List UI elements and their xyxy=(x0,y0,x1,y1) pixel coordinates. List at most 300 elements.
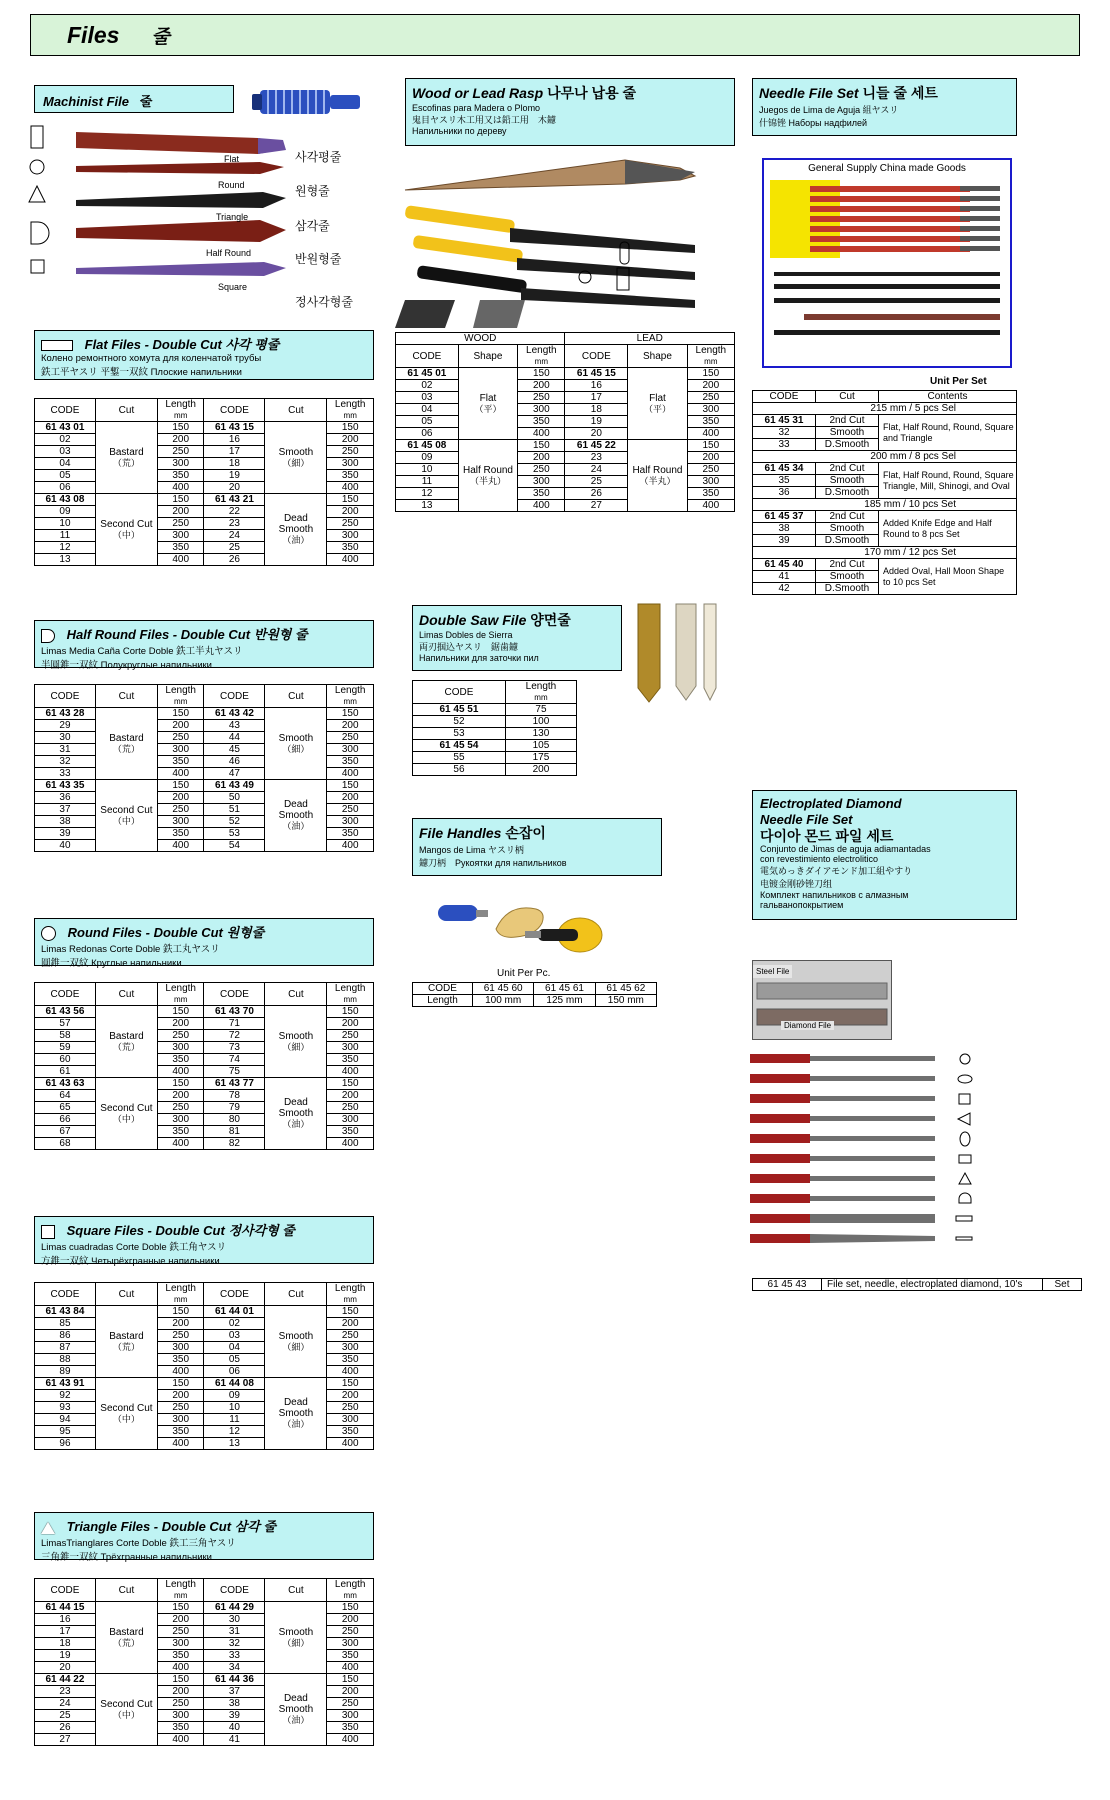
length-cell: 300 xyxy=(327,1342,374,1354)
col-code: CODE xyxy=(753,391,816,403)
cut-cell: D.Smooth xyxy=(816,535,879,547)
sawfile-title-kr: 양면줄 xyxy=(530,612,571,628)
group-header-lead: LEAD xyxy=(565,333,735,345)
code-cell: 24 xyxy=(35,1698,96,1710)
code-cell: 10 xyxy=(396,464,459,476)
length-cell: 300 xyxy=(518,476,565,488)
needle-sub-es: Juegos de Lima de Aguja 組ヤスリ xyxy=(759,105,899,115)
length-cell: 400 xyxy=(327,1734,374,1746)
flat-files-table xyxy=(34,398,374,566)
col-code: CODE xyxy=(396,345,459,368)
diamond-title2: Needle File Set xyxy=(760,812,853,827)
set-size: 185 mm / 10 pcs Set xyxy=(753,499,1017,511)
length-cell: 300 xyxy=(327,1114,374,1126)
contents-cell: Added Oval, Hall Moon Shape to 10 pcs Set xyxy=(879,559,1017,595)
table-row xyxy=(413,764,577,776)
needle-title: Needle File Set xyxy=(759,85,859,101)
length-cell: 200 xyxy=(157,720,204,732)
code-cell: 71 xyxy=(204,1018,265,1030)
code-cell: 25 xyxy=(35,1710,96,1722)
length-cell: 150 xyxy=(327,1006,374,1018)
triangle-files-table xyxy=(34,1578,374,1746)
length-cell: 200 xyxy=(327,1018,374,1030)
length-cell: 250 xyxy=(327,1626,374,1638)
table-row xyxy=(35,422,374,434)
rasp-table xyxy=(395,332,735,512)
length-cell: 150 xyxy=(327,494,374,506)
code-cell: 86 xyxy=(35,1330,96,1342)
table-row xyxy=(35,1378,374,1390)
length-cell: 300 xyxy=(157,530,204,542)
length-cell: 150 xyxy=(157,1602,204,1614)
code-cell: 61 45 60 xyxy=(473,983,534,995)
needle-set-table xyxy=(752,390,1017,595)
length-cell: 250 xyxy=(157,1626,204,1638)
length-cell: 400 xyxy=(327,840,374,852)
col-code2: CODE xyxy=(204,399,265,422)
length-cell: 300 xyxy=(157,744,204,756)
round-shape-icon xyxy=(41,926,56,941)
code-cell: 17 xyxy=(35,1626,96,1638)
cut-cell: 2nd Cut xyxy=(816,559,879,571)
code-cell: 10 xyxy=(204,1402,265,1414)
code-cell: 23 xyxy=(204,518,265,530)
code-cell: 40 xyxy=(204,1722,265,1734)
length-cell: 200 xyxy=(327,792,374,804)
length-cell: 250 xyxy=(687,392,734,404)
code-cell: 22 xyxy=(204,506,265,518)
code-cell: 65 xyxy=(35,1102,96,1114)
length-cell: 100 mm xyxy=(473,995,534,1007)
table-row xyxy=(35,1674,374,1686)
col-code: CODE xyxy=(35,1283,96,1306)
table-row xyxy=(753,559,1017,571)
shape-cell: Half Round （半丸） xyxy=(628,440,687,512)
code-cell: 23 xyxy=(35,1686,96,1698)
code-cell: 03 xyxy=(204,1330,265,1342)
code-cell: 34 xyxy=(204,1662,265,1674)
photo-label-steel: Steel File xyxy=(753,965,792,978)
code-cell: 61 45 62 xyxy=(595,983,656,995)
length-cell: 250 xyxy=(327,446,374,458)
code-cell: 61 45 01 xyxy=(396,368,459,380)
length-cell: 300 xyxy=(157,458,204,470)
set-size: 215 mm / 5 pcs Sel xyxy=(753,403,1017,415)
length-cell: 200 xyxy=(157,1390,204,1402)
code-cell: 47 xyxy=(204,768,265,780)
code-cell: 20 xyxy=(35,1662,96,1674)
length-cell: 400 xyxy=(157,840,204,852)
length-cell: 150 xyxy=(157,1006,204,1018)
length-cell: 350 xyxy=(157,1054,204,1066)
length-cell: 200 xyxy=(157,1318,204,1330)
length-cell: 105 xyxy=(505,740,576,752)
handles-title-kr: 손잡이 xyxy=(505,825,546,841)
length-cell: 75 xyxy=(505,704,576,716)
code-cell: 61 45 15 xyxy=(565,368,628,380)
length-cell: 400 xyxy=(157,482,204,494)
code-cell: 09 xyxy=(35,506,96,518)
triangle-title-kr: 삼각 줄 xyxy=(234,1519,276,1534)
length-cell: 300 xyxy=(157,1114,204,1126)
length-cell: 150 xyxy=(157,1306,204,1318)
length-cell: 200 xyxy=(505,764,576,776)
sawfile-sub-es: Limas Dobles de Sierra xyxy=(419,630,513,640)
length-cell: 150 xyxy=(157,708,204,720)
code-cell: 61 43 01 xyxy=(35,422,96,434)
code-cell: 41 xyxy=(753,571,816,583)
table-row xyxy=(396,368,735,380)
length-cell: 150 xyxy=(687,440,734,452)
cut-cell: 2nd Cut xyxy=(816,511,879,523)
code-cell: 24 xyxy=(204,530,265,542)
round-title-kr: 원형줄 xyxy=(226,925,265,940)
svg-text:Round: Round xyxy=(218,180,245,190)
code-cell: 03 xyxy=(35,446,96,458)
length-cell: 400 xyxy=(518,500,565,512)
length-cell: 200 xyxy=(518,380,565,392)
photo-label-diamond: Diamond File xyxy=(781,1021,834,1030)
length-cell: 300 xyxy=(687,476,734,488)
length-cell: 400 xyxy=(687,500,734,512)
machinist-heading-text: Machinist File xyxy=(43,94,129,109)
length-cell: 150 mm xyxy=(595,995,656,1007)
table-row xyxy=(753,463,1017,475)
length-cell: 300 xyxy=(157,1042,204,1054)
square-sub1: Limas cuadradas Corte Doble 鉄工角ヤスリ xyxy=(41,1242,227,1253)
code-cell: 68 xyxy=(35,1138,96,1150)
code-cell: 12 xyxy=(35,542,96,554)
code-cell: 61 44 29 xyxy=(204,1602,265,1614)
rasp-title-kr: 나무나 납용 줄 xyxy=(547,85,637,101)
code-cell: 56 xyxy=(413,764,506,776)
sawfile-sub-ru: Напильники для заточки пил xyxy=(419,653,539,663)
code-cell: 18 xyxy=(35,1638,96,1650)
length-cell: 150 xyxy=(327,1078,374,1090)
col-cut2: Cut xyxy=(265,685,327,708)
round-title: Round Files - Double Cut xyxy=(67,925,223,940)
group-header-wood: WOOD xyxy=(396,333,565,345)
machinist-file-illustrations xyxy=(28,120,328,295)
code-cell: 81 xyxy=(204,1126,265,1138)
code-cell: 06 xyxy=(204,1366,265,1378)
length-cell: 250 xyxy=(518,464,565,476)
code-cell: 46 xyxy=(204,756,265,768)
cut-cell: Smooth （細） xyxy=(265,1306,327,1378)
coil-file-illustration xyxy=(250,78,380,128)
col-code2: CODE xyxy=(204,983,265,1006)
cut-cell: Smooth （細） xyxy=(265,708,327,780)
col-code: CODE xyxy=(35,399,96,422)
code-cell: 64 xyxy=(35,1090,96,1102)
square-sub2: 方錐一双紋 Четырёхгранные напильники xyxy=(41,1256,220,1267)
code-cell: 32 xyxy=(204,1638,265,1650)
diamond-l7: гальванопокрытием xyxy=(760,900,844,910)
length-cell: 150 xyxy=(157,780,204,792)
code-cell: 03 xyxy=(396,392,459,404)
needle-sub-ru: 什锦锉 Наборы надфилей xyxy=(759,118,868,128)
code-cell: 31 xyxy=(204,1626,265,1638)
col-length: Length mm xyxy=(157,399,204,422)
table-row xyxy=(35,1602,374,1614)
length-cell: 300 xyxy=(157,1342,204,1354)
cut-cell: 2nd Cut xyxy=(816,463,879,475)
code-cell: 05 xyxy=(35,470,96,482)
code-cell: 09 xyxy=(204,1390,265,1402)
length-cell: 250 xyxy=(157,446,204,458)
code-cell: 61 45 34 xyxy=(753,463,816,475)
code-cell: 12 xyxy=(396,488,459,500)
needle-file-photo xyxy=(762,158,1012,368)
col-length2: Length mm xyxy=(327,1579,374,1602)
col-code: CODE xyxy=(413,681,506,704)
length-cell: 400 xyxy=(157,768,204,780)
length-cell: 250 xyxy=(157,1698,204,1710)
code-cell: 13 xyxy=(35,554,96,566)
code-cell: 89 xyxy=(35,1366,96,1378)
length-cell: 200 xyxy=(687,380,734,392)
code-cell: 32 xyxy=(753,427,816,439)
code-cell: 94 xyxy=(35,1414,96,1426)
table-row xyxy=(413,716,577,728)
code-cell: 41 xyxy=(204,1734,265,1746)
halfround-sub2: 半圓錐一双紋 Полукруглые напильники xyxy=(41,660,212,671)
col-length: Length mm xyxy=(157,983,204,1006)
length-cell: 250 xyxy=(157,1102,204,1114)
length-cell: 250 xyxy=(687,464,734,476)
code-cell: 42 xyxy=(753,583,816,595)
diamond-l2: Conjunto de Jimas de aguja adiamantadas xyxy=(760,844,931,854)
code-cell: 02 xyxy=(204,1318,265,1330)
code-cell: 61 43 28 xyxy=(35,708,96,720)
code-cell: 61 43 70 xyxy=(204,1006,265,1018)
col-length2: Length mm xyxy=(327,983,374,1006)
code-cell: 32 xyxy=(35,756,96,768)
length-cell: 300 xyxy=(327,816,374,828)
code-cell: 61 43 21 xyxy=(204,494,265,506)
length-cell: 150 xyxy=(518,368,565,380)
code-cell: 93 xyxy=(35,1402,96,1414)
svg-text:Half Round: Half Round xyxy=(206,248,252,258)
col-code2: CODE xyxy=(204,685,265,708)
length-cell: 200 xyxy=(157,434,204,446)
cut-cell: Smooth （細） xyxy=(265,1006,327,1078)
code-cell: 02 xyxy=(396,380,459,392)
code-cell: 16 xyxy=(204,434,265,446)
triangle-files-header xyxy=(34,1512,374,1563)
page-title-korean: 줄 xyxy=(151,27,170,48)
square-files-header xyxy=(34,1216,374,1267)
length-cell: 300 xyxy=(518,404,565,416)
length-cell: 150 xyxy=(157,1078,204,1090)
code-cell: 27 xyxy=(565,500,628,512)
cut-cell: Bastard （荒） xyxy=(95,422,157,494)
code-cell: 33 xyxy=(35,768,96,780)
flat-title: Flat Files - Double Cut xyxy=(84,337,222,352)
diamond-footer-code: 61 45 43 xyxy=(753,1279,822,1291)
code-cell: 25 xyxy=(204,542,265,554)
diamond-l3: con revestimiento electrolitico xyxy=(760,854,879,864)
code-cell: 61 43 63 xyxy=(35,1078,96,1090)
length-cell: 200 xyxy=(327,1614,374,1626)
needle-photo-caption: General Supply China made Goods xyxy=(808,163,966,174)
col-cut: Cut xyxy=(95,399,157,422)
length-cell: 350 xyxy=(687,416,734,428)
length-cell: 400 xyxy=(157,1366,204,1378)
col-cut: Cut xyxy=(95,1283,157,1306)
round-files-header xyxy=(34,918,374,970)
sawfile-illustration xyxy=(630,598,730,708)
length-cell: 350 xyxy=(327,1126,374,1138)
svg-text:Flat: Flat xyxy=(224,154,240,164)
code-cell: 24 xyxy=(565,464,628,476)
length-cell: 150 xyxy=(157,1378,204,1390)
needle-unit-label: Unit Per Set xyxy=(930,376,987,387)
code-cell: 61 43 91 xyxy=(35,1378,96,1390)
rasp-title: Wood or Lead Rasp xyxy=(412,85,544,101)
col-length2: Length mm xyxy=(327,399,374,422)
col-code2: CODE xyxy=(204,1579,265,1602)
code-cell: 23 xyxy=(565,452,628,464)
code-cell: 16 xyxy=(565,380,628,392)
table-row xyxy=(35,1078,374,1090)
code-cell: 16 xyxy=(35,1614,96,1626)
code-cell: 61 43 49 xyxy=(204,780,265,792)
code-cell: 61 45 51 xyxy=(413,704,506,716)
code-cell: 26 xyxy=(35,1722,96,1734)
cut-cell: D.Smooth xyxy=(816,583,879,595)
machinist-file-heading xyxy=(34,85,234,113)
length-cell: 350 xyxy=(327,756,374,768)
handles-header xyxy=(412,818,662,876)
length-cell: 250 xyxy=(327,518,374,530)
halfround-sub1: Limas Media Caña Corte Doble 鉄工半丸ヤスリ xyxy=(41,646,243,657)
code-cell: 73 xyxy=(204,1042,265,1054)
length-cell: 250 xyxy=(157,804,204,816)
code-cell: 52 xyxy=(204,816,265,828)
code-cell: 61 45 22 xyxy=(565,440,628,452)
length-cell: 250 xyxy=(157,1402,204,1414)
code-cell: 59 xyxy=(35,1042,96,1054)
shape-cell: Half Round （半丸） xyxy=(458,440,517,512)
length-cell: 250 xyxy=(157,1330,204,1342)
length-cell: 100 xyxy=(505,716,576,728)
col-cut: Cut xyxy=(95,685,157,708)
code-cell: 61 44 22 xyxy=(35,1674,96,1686)
cut-cell: Smooth xyxy=(816,427,879,439)
col-length: Length mm xyxy=(518,345,565,368)
length-cell: 400 xyxy=(327,1138,374,1150)
length-cell: 400 xyxy=(687,428,734,440)
col-cut2: Cut xyxy=(265,1579,327,1602)
code-cell: 06 xyxy=(396,428,459,440)
table-row xyxy=(35,1306,374,1318)
cut-cell: Dead Smooth （油） xyxy=(265,494,327,566)
triangle-shape-icon xyxy=(41,1522,55,1534)
code-cell: 61 45 37 xyxy=(753,511,816,523)
code-cell: 38 xyxy=(204,1698,265,1710)
col-contents: Contents xyxy=(879,391,1017,403)
cut-cell: Second Cut （中） xyxy=(95,1378,157,1450)
length-cell: 350 xyxy=(687,488,734,500)
length-cell: 350 xyxy=(157,1354,204,1366)
code-cell: 53 xyxy=(204,828,265,840)
diamond-title-kr: 다이아 몬드 파일 세트 xyxy=(760,828,894,844)
code-cell: 11 xyxy=(204,1414,265,1426)
length-cell: 150 xyxy=(157,1674,204,1686)
cut-cell: Smooth xyxy=(816,571,879,583)
col-cut2: Cut xyxy=(265,983,327,1006)
code-cell: 88 xyxy=(35,1354,96,1366)
svg-text:Square: Square xyxy=(218,282,248,292)
col-cut2: Cut xyxy=(265,399,327,422)
code-cell: 61 45 40 xyxy=(753,559,816,571)
length-cell: 130 xyxy=(505,728,576,740)
length-cell: 200 xyxy=(687,452,734,464)
length-cell: 200 xyxy=(327,1318,374,1330)
code-cell: 17 xyxy=(565,392,628,404)
length-cell: 200 xyxy=(157,1614,204,1626)
code-cell: 06 xyxy=(35,482,96,494)
length-cell: 400 xyxy=(157,1138,204,1150)
code-cell: 61 43 77 xyxy=(204,1078,265,1090)
table-row xyxy=(753,415,1017,427)
code-cell: 04 xyxy=(204,1342,265,1354)
code-cell: 27 xyxy=(35,1734,96,1746)
length-cell: 150 xyxy=(327,1378,374,1390)
length-cell: 200 xyxy=(157,1090,204,1102)
code-cell: 36 xyxy=(35,792,96,804)
length-cell: 350 xyxy=(327,1054,374,1066)
length-cell: 250 xyxy=(327,804,374,816)
length-cell: 175 xyxy=(505,752,576,764)
code-cell: 13 xyxy=(396,500,459,512)
length-cell: 250 xyxy=(327,1698,374,1710)
code-cell: 67 xyxy=(35,1126,96,1138)
table-row xyxy=(413,704,577,716)
needle-header xyxy=(752,78,1017,136)
cut-cell: D.Smooth xyxy=(816,487,879,499)
machinist-heading-kr: 줄 xyxy=(139,94,153,109)
length-cell: 150 xyxy=(327,422,374,434)
code-cell: 40 xyxy=(35,840,96,852)
shape-cell: Flat （平） xyxy=(458,368,517,440)
code-cell: 58 xyxy=(35,1030,96,1042)
code-cell: 19 xyxy=(204,470,265,482)
set-size-row xyxy=(753,499,1017,511)
diamond-comparison-photo xyxy=(752,960,892,1040)
square-shape-icon xyxy=(41,1225,55,1239)
cut-cell: Dead Smooth （油） xyxy=(265,1078,327,1150)
col-length: Length mm xyxy=(157,1579,204,1602)
triangle-sub1: LimasTrianglares Corte Doble 鉄工三角ヤスリ xyxy=(41,1538,236,1549)
col-cut: Cut xyxy=(95,983,157,1006)
length-cell: 150 xyxy=(157,494,204,506)
cut-cell: Dead Smooth （油） xyxy=(265,1378,327,1450)
length-cell: 350 xyxy=(157,1650,204,1662)
rasp-sub-jp: 鬼目ヤスリ木工用又は鉛工用 木鑢 xyxy=(412,115,556,125)
length-cell: 150 xyxy=(327,1602,374,1614)
length-cell: 200 xyxy=(327,1390,374,1402)
code-cell: 72 xyxy=(204,1030,265,1042)
col-code: CODE xyxy=(413,983,473,995)
diamond-title1: Electroplated Diamond xyxy=(760,796,902,811)
code-cell: 74 xyxy=(204,1054,265,1066)
code-cell: 61 44 15 xyxy=(35,1602,96,1614)
code-cell: 29 xyxy=(35,720,96,732)
code-cell: 80 xyxy=(204,1114,265,1126)
sawfile-title: Double Saw File xyxy=(419,612,527,628)
